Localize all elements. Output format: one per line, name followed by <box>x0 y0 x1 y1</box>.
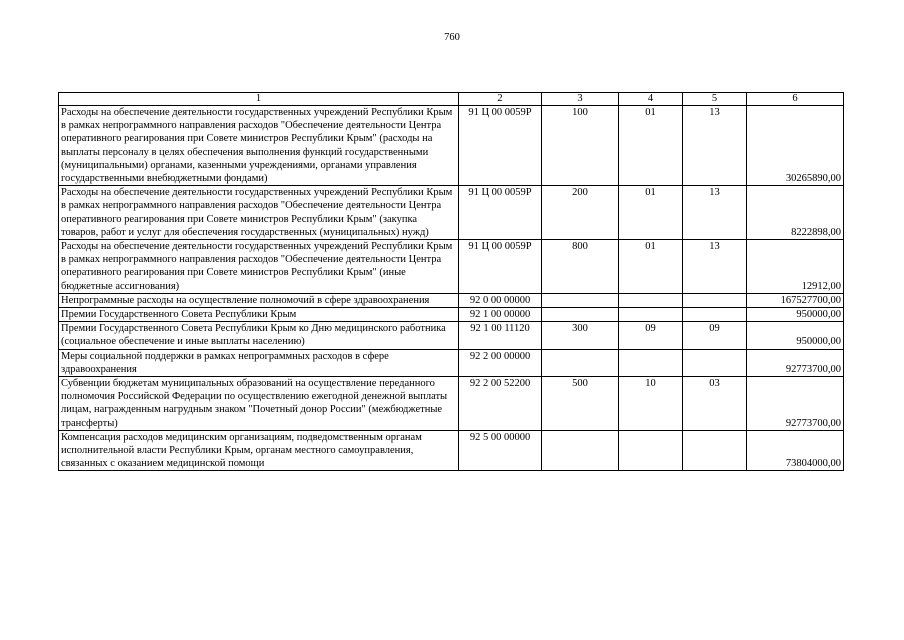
subsection-code <box>683 308 747 322</box>
table-row <box>59 349 844 376</box>
expense-name: Премии Государственного Совета Республики Крым ко Дню медицинского работника (социальное обеспечение и иные выплаты населению) <box>59 322 459 349</box>
target-article-code: 92 2 00 52200 <box>459 377 542 431</box>
expense-name: Расходы на обеспечение деятельности государственных учреждений Республики Крым в рамках непрограммного направления расходов "Обеспечение деятельности Центра оперативного реагирования при Совете министров Республики Крым" (расходы на выплаты персоналу в целях обеспечения выполнения функций государственными (муниципальными) органами, казенными учреждениями, органами управления государственными внебюджетными фондами) <box>59 106 459 186</box>
expense-name: Премии Государственного Совета Республики Крым <box>59 308 459 322</box>
expense-type-code: 100 <box>542 106 619 186</box>
section-code: 09 <box>619 322 683 349</box>
table-row <box>59 322 844 349</box>
amount: 950000,00 <box>747 322 844 349</box>
subsection-code: 13 <box>683 240 747 294</box>
target-article-code: 92 1 00 11120 <box>459 322 542 349</box>
expense-type-code <box>542 349 619 376</box>
expense-name: Расходы на обеспечение деятельности государственных учреждений Республики Крым в рамках непрограммного направления расходов "Обеспечение деятельности Центра оперативного реагирования при Совете министров Республики Крым" (иные бюджетные ассигнования) <box>59 240 459 294</box>
section-code <box>619 308 683 322</box>
section-code: 01 <box>619 186 683 240</box>
amount: 73804000,00 <box>747 430 844 471</box>
expense-type-code: 500 <box>542 377 619 431</box>
target-article-code: 92 1 00 00000 <box>459 308 542 322</box>
amount: 92773700,00 <box>747 349 844 376</box>
target-article-code: 91 Ц 00 0059Р <box>459 106 542 186</box>
section-code: 10 <box>619 377 683 431</box>
table-row <box>59 106 844 186</box>
expense-name: Меры социальной поддержки в рамках непрограммных расходов в сфере здравоохранения <box>59 349 459 376</box>
section-code <box>619 430 683 471</box>
expense-name: Расходы на обеспечение деятельности государственных учреждений Республики Крым в рамках непрограммного направления расходов "Обеспечение деятельности Центра оперативного реагирования при Совете министров Республики Крым" (закупка товаров, работ и услуг для обеспечения государственных (муниципальных) нужд) <box>59 186 459 240</box>
expense-type-code: 300 <box>542 322 619 349</box>
expense-name: Непрограммные расходы на осуществление полномочий в сфере здравоохранения <box>59 293 459 307</box>
header-cell: 3 <box>542 93 619 106</box>
amount: 12912,00 <box>747 240 844 294</box>
target-article-code: 91 Ц 00 0059Р <box>459 186 542 240</box>
table-row <box>59 293 844 307</box>
section-code <box>619 349 683 376</box>
target-article-code: 92 2 00 00000 <box>459 349 542 376</box>
amount: 950000,00 <box>747 308 844 322</box>
table-row <box>59 240 844 294</box>
expense-name: Компенсация расходов медицинским организациям, подведомственным органам исполнительной власти Республики Крым, органам местного самоуправления, связанных с оказанием медицинской помощи <box>59 430 459 471</box>
header-cell: 4 <box>619 93 683 106</box>
section-code: 01 <box>619 106 683 186</box>
expense-type-code <box>542 430 619 471</box>
subsection-code: 03 <box>683 377 747 431</box>
table-row <box>59 308 844 322</box>
amount: 92773700,00 <box>747 377 844 431</box>
expense-name: Субвенции бюджетам муниципальных образований на осуществление переданного полномочия Российской Федерации по осуществлению ежегодной денежной выплаты лицам, награжденным нагрудным знаком "Почетный донор России" (межбюджетные трансферты) <box>59 377 459 431</box>
table-row <box>59 186 844 240</box>
header-cell: 6 <box>747 93 844 106</box>
header-cell: 5 <box>683 93 747 106</box>
header-cell: 2 <box>459 93 542 106</box>
page-number: 760 <box>444 32 460 43</box>
header-cell: 1 <box>59 93 459 106</box>
target-article-code: 92 5 00 00000 <box>459 430 542 471</box>
target-article-code: 91 Ц 00 0059Р <box>459 240 542 294</box>
expense-type-code: 200 <box>542 186 619 240</box>
target-article-code: 92 0 00 00000 <box>459 293 542 307</box>
section-code: 01 <box>619 240 683 294</box>
expense-type-code <box>542 293 619 307</box>
table-row <box>59 430 844 471</box>
subsection-code <box>683 349 747 376</box>
budget-table <box>58 92 844 471</box>
subsection-code <box>683 430 747 471</box>
amount: 8222898,00 <box>747 186 844 240</box>
table-row <box>59 377 844 431</box>
subsection-code: 13 <box>683 106 747 186</box>
amount: 167527700,00 <box>747 293 844 307</box>
header-row <box>59 93 844 106</box>
amount: 30265890,00 <box>747 106 844 186</box>
subsection-code <box>683 293 747 307</box>
expense-type-code: 800 <box>542 240 619 294</box>
expense-type-code <box>542 308 619 322</box>
subsection-code: 13 <box>683 186 747 240</box>
section-code <box>619 293 683 307</box>
subsection-code: 09 <box>683 322 747 349</box>
